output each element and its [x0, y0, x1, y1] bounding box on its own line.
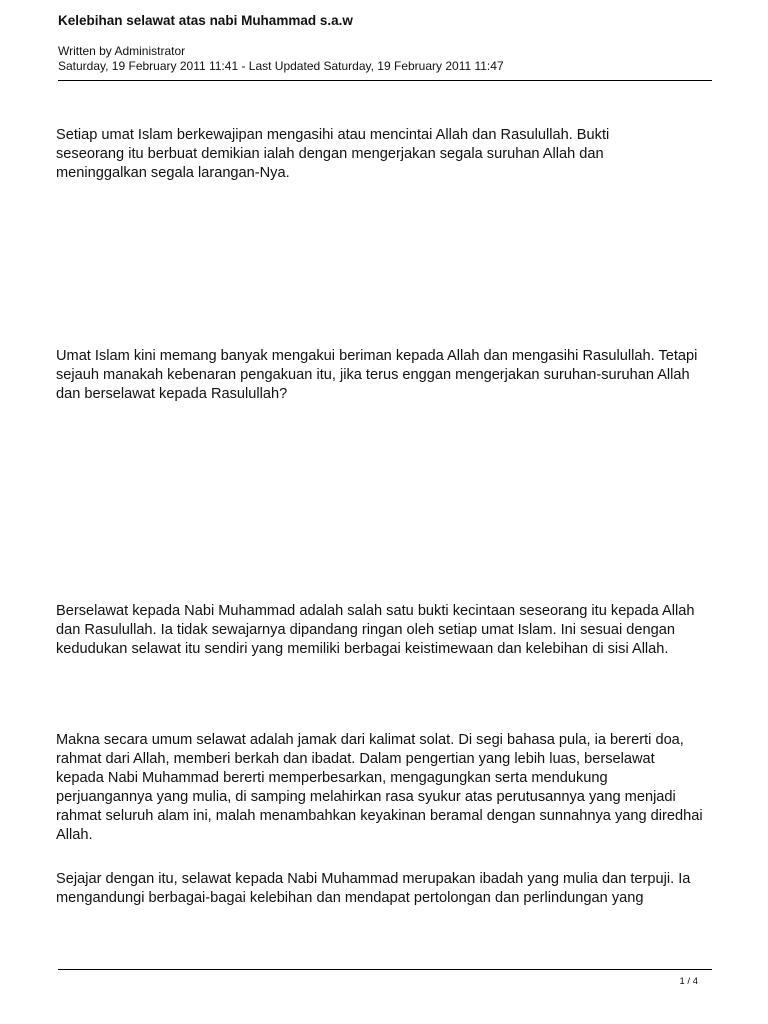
paragraph-5: Sejajar dengan itu, selawat kepada Nabi Muhammad merupakan ibadah yang mulia dan terpuji. Ia mengandungi berbagai-bagai kelebihan dan mendapat pertolongan dan perlindungan yang — [56, 871, 691, 906]
date-line: Saturday, 19 February 2011 11:41 - Last Updated Saturday, 19 February 2011 11:47 — [58, 59, 504, 73]
footer-divider — [58, 969, 712, 970]
article-title: Kelebihan selawat atas nabi Muhammad s.a.w — [58, 13, 353, 28]
article-meta — [58, 44, 708, 74]
paragraph-2: Umat Islam kini memang banyak mengakui beriman kepada Allah dan mengasihi Rasulullah. Tetapi sejauh manakah kebenaran pengakuan itu, jika terus enggan mengerjakan suruhan-suruhan Allah dan berselawat kepada Rasulullah? — [56, 348, 698, 402]
paragraph-4: Makna secara umum selawat adalah jamak dari kalimat solat. Di segi bahasa pula, ia bererti doa, rahmat dari Allah, memberi berkah dan ibadat. Dalam pengertian yang lebih luas, berselawat kepada Nabi Muhammad bererti memperbesarkan, mengagungkan serta mendukung perjuangannya yang mulia, di samping melahirkan rasa syukur atas perutusannya yang menjadi rahmat seluruh alam ini, malah menambahkan keyakinan beramal dengan sunnahnya yang diredhai Allah. — [56, 732, 703, 843]
article-header — [58, 12, 708, 74]
paragraph-3: Berselawat kepada Nabi Muhammad adalah salah satu bukti kecintaan seseorang itu kepada Allah dan Rasulullah. Ia tidak sewajarnya dipandang ringan oleh setiap umat Islam. Ini sesuai dengan kedudukan selawat itu sendiri yang memiliki berbagai keistimewaan dan kelebihan di sisi Allah. — [56, 603, 695, 657]
author-line: Written by Administrator — [58, 44, 186, 58]
page-number: 1 / 4 — [679, 976, 698, 987]
header-divider — [58, 80, 712, 81]
paragraph-1: Setiap umat Islam berkewajipan mengasihi atau mencintai Allah dan Rasulullah. Bukti seseorang itu berbuat demikian ialah dengan mengerjakan segala suruhan Allah dan meninggalkan segala larangan-Nya. — [56, 127, 610, 181]
